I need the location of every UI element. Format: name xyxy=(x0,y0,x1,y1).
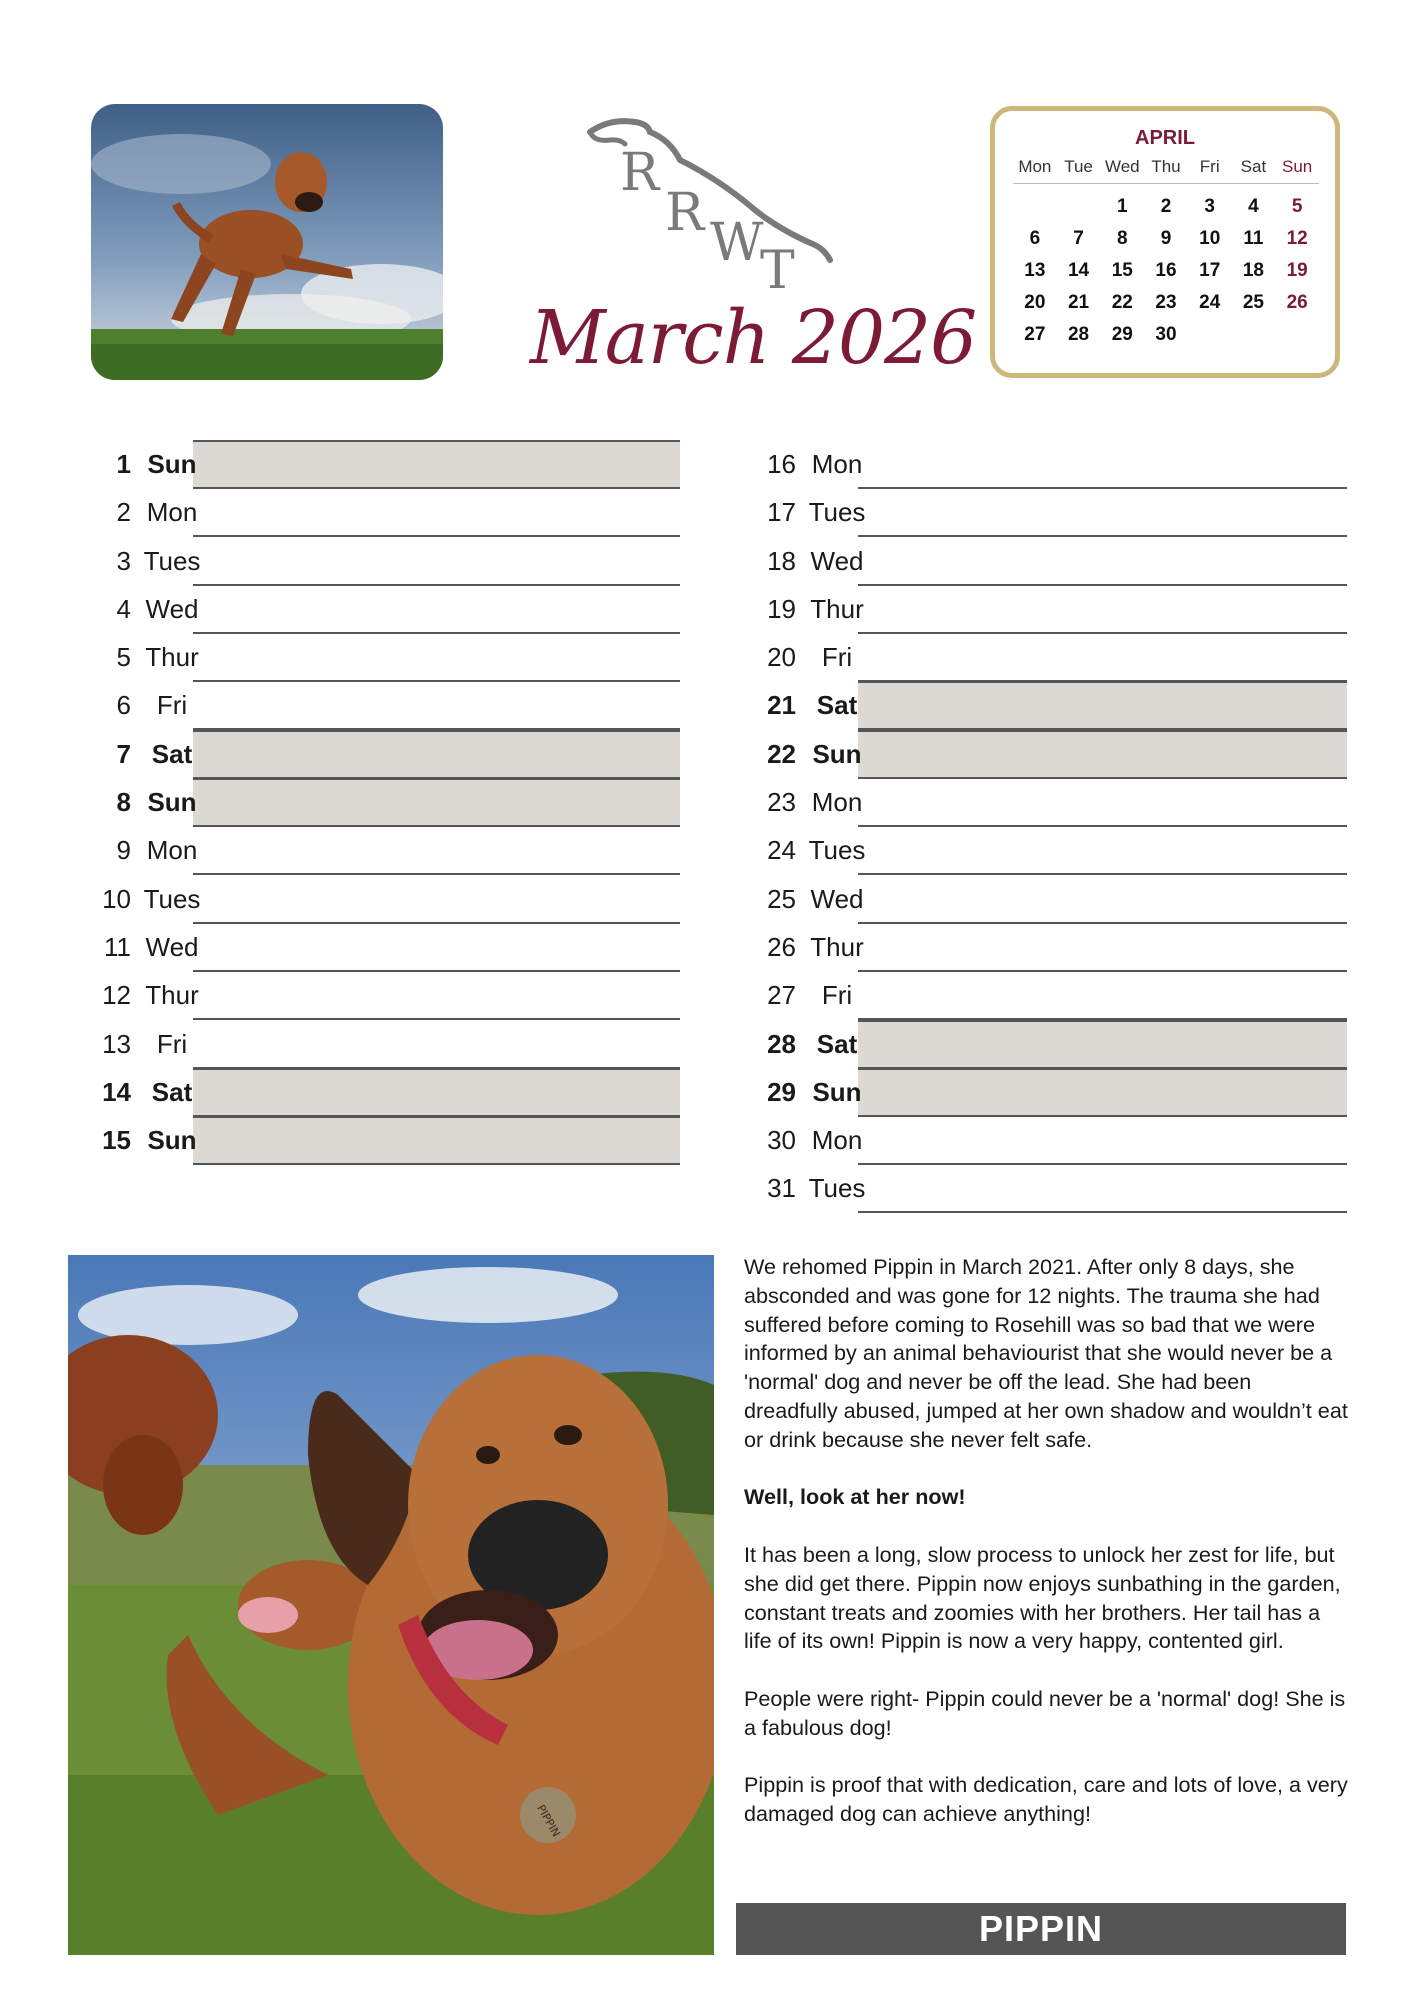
day-number: 22 xyxy=(767,738,796,769)
day-name: Tues xyxy=(808,1173,866,1204)
mini-calendar-day: 27 xyxy=(1024,324,1046,345)
mini-calendar-day: 2 xyxy=(1160,196,1172,217)
day-entry-line xyxy=(193,971,680,1020)
day-number: 7 xyxy=(116,738,131,769)
day-entry-line xyxy=(193,488,680,537)
day-row xyxy=(75,681,680,729)
mini-calendar-day: 28 xyxy=(1067,324,1090,345)
day-name: Tues xyxy=(143,883,201,914)
day-number: 18 xyxy=(767,545,796,576)
day-name: Mon xyxy=(146,497,198,528)
day-number: 17 xyxy=(767,497,796,528)
day-entry-line xyxy=(858,440,1347,489)
day-row xyxy=(740,440,1347,488)
dog-name-banner: PIPPIN xyxy=(736,1903,1346,1955)
day-row xyxy=(75,633,680,681)
day-name: Sat xyxy=(151,738,193,769)
mini-calendar-weekday: Sun xyxy=(1282,157,1313,176)
day-number: 24 xyxy=(767,835,796,866)
day-row xyxy=(740,730,1347,778)
day-name: Mon xyxy=(146,835,198,866)
day-row xyxy=(75,1116,680,1164)
day-number: 3 xyxy=(116,545,131,576)
day-row xyxy=(740,1068,1347,1116)
day-number: 20 xyxy=(767,642,796,673)
day-row xyxy=(740,537,1347,585)
day-entry-line xyxy=(193,537,680,586)
day-entry-line xyxy=(858,1068,1347,1117)
mini-calendar-day: 17 xyxy=(1199,260,1221,281)
day-name: Tues xyxy=(808,497,866,528)
day-name: Mon xyxy=(811,787,863,818)
day-entry-line xyxy=(193,681,680,730)
mini-calendar-day: 24 xyxy=(1199,292,1221,313)
mini-calendar-day: 18 xyxy=(1242,260,1264,281)
day-name: Mon xyxy=(811,1125,863,1156)
day-name: Sun xyxy=(147,1125,197,1156)
day-number: 25 xyxy=(767,883,796,914)
day-row xyxy=(75,488,680,536)
day-row xyxy=(75,537,680,585)
mini-calendar-day: 19 xyxy=(1286,260,1308,281)
day-entry-line xyxy=(858,923,1347,972)
svg-text:W: W xyxy=(710,213,764,273)
mini-calendar-day: 10 xyxy=(1199,228,1221,249)
day-entry-line xyxy=(193,826,680,875)
day-row xyxy=(740,1020,1347,1068)
mini-calendar-day: 23 xyxy=(1155,292,1177,313)
story-paragraph-1: We rehomed Pippin in March 2021. After only 8 days, she absconded and was gone for 12 nights. The trauma she had suffered before coming to Rosehill was so bad that we were informed by an animal behaviourist that she would never be a 'normal' dog and never be off the lead. She had been dreadfully abused, jumped at her own shadow and wouldn’t eat or drink because she never felt safe. xyxy=(744,1254,1348,1452)
mini-calendar-days xyxy=(1013,191,1319,351)
story-paragraph-2: Well, look at her now! xyxy=(744,1484,966,1510)
day-number: 29 xyxy=(767,1076,796,1107)
day-name: Fri xyxy=(156,1028,188,1059)
mini-calendar-day: 22 xyxy=(1111,292,1133,313)
story-paragraph-4: People were right- Pippin could never be a 'normal' dog! She is a fabulous dog! xyxy=(744,1685,1346,1740)
day-row xyxy=(740,1116,1347,1164)
day-name: Wed xyxy=(810,545,864,576)
mini-calendar-april xyxy=(990,106,1340,378)
story-paragraph-3: It has been a long, slow process to unlock her zest for life, but she did get there. Pippin now enjoys sunbathing in the garden, constant treats and zoomies with her brothers. Her tail has a life of its own! Pippin is now a very happy, contented girl. xyxy=(744,1541,1341,1654)
day-entry-line xyxy=(858,971,1347,1020)
day-number: 5 xyxy=(116,642,131,673)
day-row xyxy=(75,1068,680,1116)
day-name: Sun xyxy=(147,449,197,479)
mini-calendar-day: 13 xyxy=(1024,260,1046,281)
day-name: Wed xyxy=(145,593,199,624)
mini-calendar-day: 12 xyxy=(1286,228,1308,249)
mini-calendar-day: 26 xyxy=(1286,292,1308,313)
day-name: Wed xyxy=(810,883,864,914)
day-name: Sun xyxy=(812,1076,862,1107)
day-row xyxy=(740,633,1347,681)
day-entry-line xyxy=(858,875,1347,924)
mini-calendar-weekday: Thu xyxy=(1151,157,1181,176)
mini-calendar-title: APRIL xyxy=(1135,127,1195,149)
mini-calendar-weekday: Mon xyxy=(1018,157,1052,176)
day-name: Sat xyxy=(816,1028,858,1059)
day-name: Fri xyxy=(821,642,853,673)
day-row xyxy=(740,826,1347,874)
day-name: Fri xyxy=(156,690,188,721)
day-entry-line xyxy=(858,1020,1347,1069)
day-row xyxy=(740,681,1347,729)
day-row xyxy=(740,1164,1347,1212)
day-number: 26 xyxy=(767,931,796,962)
mini-calendar-day: 14 xyxy=(1067,260,1090,281)
day-entry-line xyxy=(193,585,680,634)
day-number: 14 xyxy=(102,1076,131,1107)
day-entry-line xyxy=(193,1068,680,1117)
day-row xyxy=(740,875,1347,923)
day-entry-line xyxy=(193,440,680,489)
day-name: Sat xyxy=(816,690,858,721)
mini-calendar-day: 15 xyxy=(1111,260,1133,281)
mini-calendar-day: 7 xyxy=(1073,228,1084,249)
day-row xyxy=(75,440,680,488)
day-entry-line xyxy=(858,585,1347,634)
day-row xyxy=(75,585,680,633)
day-name: Sun xyxy=(147,787,197,818)
mini-calendar-day: 30 xyxy=(1155,324,1177,345)
day-row xyxy=(75,778,680,826)
day-number: 16 xyxy=(767,449,796,479)
story-paragraph-5: Pippin is proof that with dedication, care and lots of love, a very damaged dog can achieve anything! xyxy=(744,1772,1348,1827)
day-name: Sun xyxy=(812,738,862,769)
mini-calendar-day: 16 xyxy=(1155,260,1177,281)
day-number: 27 xyxy=(767,980,796,1011)
day-number: 12 xyxy=(102,980,131,1011)
mini-calendar-weekdays xyxy=(1013,157,1319,184)
day-row xyxy=(75,1020,680,1068)
mini-calendar-day: 29 xyxy=(1111,324,1133,345)
day-row xyxy=(75,923,680,971)
day-name: Thur xyxy=(145,642,199,673)
day-number: 15 xyxy=(102,1125,131,1156)
day-entry-line xyxy=(193,778,680,827)
day-entry-line xyxy=(193,633,680,682)
day-name: Fri xyxy=(821,980,853,1011)
day-number: 19 xyxy=(767,593,796,624)
day-entry-line xyxy=(858,537,1347,586)
day-number: 21 xyxy=(767,690,796,721)
day-name: Mon xyxy=(811,449,863,479)
day-number: 9 xyxy=(116,835,131,866)
mini-calendar-day: 25 xyxy=(1242,292,1264,313)
day-row xyxy=(740,488,1347,536)
day-entry-line xyxy=(193,923,680,972)
day-number: 11 xyxy=(104,931,131,962)
days-column-left xyxy=(75,440,680,1164)
day-entry-line xyxy=(858,1116,1347,1165)
mini-calendar-day: 21 xyxy=(1067,292,1090,313)
day-number: 31 xyxy=(767,1173,796,1204)
day-row xyxy=(75,730,680,778)
mini-calendar-day: 5 xyxy=(1291,196,1303,217)
mini-calendar-day: 4 xyxy=(1248,196,1259,217)
svg-text:R: R xyxy=(620,143,660,203)
mini-calendar-weekday: Tue xyxy=(1064,157,1093,176)
photo-pippin xyxy=(68,1255,714,1955)
day-number: 28 xyxy=(767,1028,796,1059)
dog-tag-text: PIPPIN xyxy=(534,1802,563,1840)
days-column-right xyxy=(740,440,1347,1213)
day-number: 8 xyxy=(116,787,131,818)
month-title: March 2026 xyxy=(530,295,977,381)
mini-calendar-day: 11 xyxy=(1243,228,1264,249)
mini-calendar-day: 9 xyxy=(1160,228,1172,249)
day-entry-line xyxy=(858,778,1347,827)
day-entry-line xyxy=(193,875,680,924)
svg-text:R: R xyxy=(665,183,705,243)
day-entry-line xyxy=(193,1020,680,1069)
day-name: Tues xyxy=(808,835,866,866)
day-entry-line xyxy=(858,730,1347,779)
day-row xyxy=(740,585,1347,633)
day-entry-line xyxy=(858,488,1347,537)
day-row xyxy=(740,778,1347,826)
mini-calendar-day: 20 xyxy=(1024,292,1046,313)
day-number: 23 xyxy=(767,787,796,818)
day-name: Tues xyxy=(143,545,201,576)
day-number: 1 xyxy=(116,449,131,479)
day-entry-line xyxy=(193,730,680,779)
day-number: 13 xyxy=(102,1028,131,1059)
day-row xyxy=(75,875,680,923)
story-text xyxy=(744,1253,1349,1858)
mini-calendar-day: 8 xyxy=(1116,228,1128,249)
day-number: 4 xyxy=(116,593,131,624)
day-number: 6 xyxy=(116,690,131,721)
mini-calendar-day: 1 xyxy=(1116,196,1128,217)
day-number: 10 xyxy=(102,883,131,914)
day-entry-line xyxy=(858,633,1347,682)
mini-calendar-weekday: Fri xyxy=(1199,157,1220,176)
day-entry-line xyxy=(858,1164,1347,1213)
day-entry-line xyxy=(858,826,1347,875)
day-row xyxy=(75,971,680,1019)
photo-leaping-dog xyxy=(91,104,443,380)
day-row xyxy=(740,923,1347,971)
day-number: 30 xyxy=(767,1125,796,1156)
day-name: Wed xyxy=(145,931,199,962)
mini-calendar-day: 3 xyxy=(1204,196,1215,217)
rrwt-logo xyxy=(580,110,850,290)
mini-calendar-weekday: Sat xyxy=(1240,157,1267,176)
day-number: 2 xyxy=(116,497,131,528)
svg-text:T: T xyxy=(760,241,795,290)
mini-calendar-weekday: Wed xyxy=(1104,157,1140,176)
day-entry-line xyxy=(193,1116,680,1165)
day-entry-line xyxy=(858,681,1347,730)
day-name: Thur xyxy=(810,593,864,624)
day-name: Thur xyxy=(810,931,864,962)
day-row xyxy=(740,971,1347,1019)
day-row xyxy=(75,826,680,874)
day-name: Thur xyxy=(145,980,199,1011)
mini-calendar-day: 6 xyxy=(1029,228,1041,249)
day-name: Sat xyxy=(151,1076,193,1107)
